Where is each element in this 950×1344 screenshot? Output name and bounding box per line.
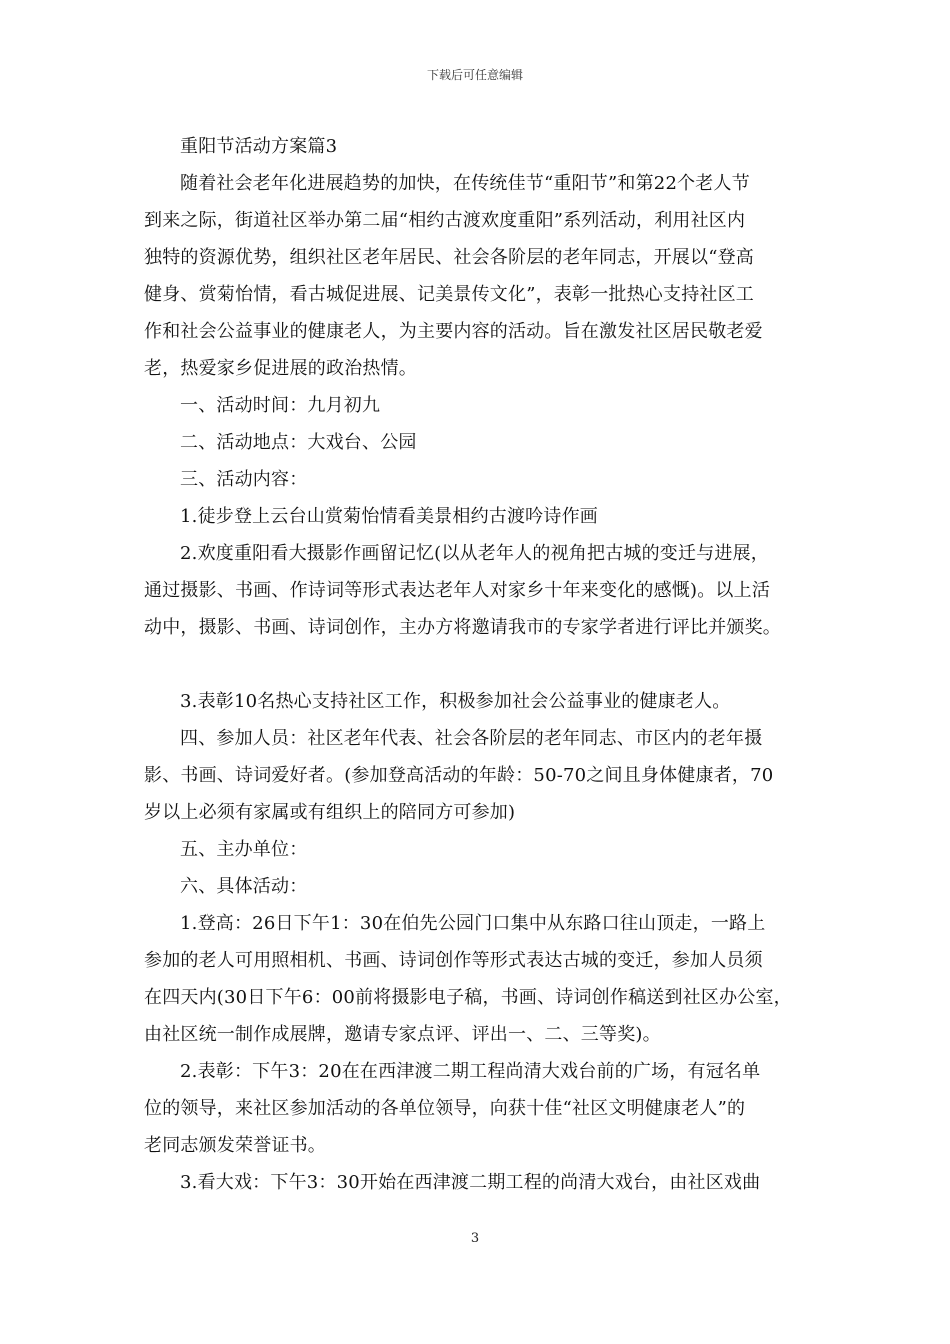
activity-content-heading: 三、活动内容： [180, 469, 308, 490]
paragraph-line: 通过摄影、书画、作诗词等形式表达老年人对家乡十年来变化的感慨)。以上活 [144, 580, 771, 601]
page-header: 下载后可任意编辑 [426, 68, 523, 82]
document-body [144, 128, 814, 1201]
paragraph-line: 位的领导，来社区参加活动的各单位领导，向获十佳“社区文明健康老人”的 [144, 1098, 746, 1119]
specific-activities-heading: 六、具体活动： [180, 876, 308, 897]
activity-item-1: 1.登高：26日下午1：30在伯先公园门口集中从东路口往山顶走，一路上 [180, 913, 766, 934]
content-item-2: 2.欢度重阳看大摄影作画留记忆(以从老年人的视角把古城的变迁与进展， [180, 543, 769, 564]
participants: 四、参加人员：社区老年代表、社会各阶层的老年同志、市区内的老年摄 [180, 728, 763, 749]
section-title: 重阳节活动方案篇3 [180, 136, 338, 157]
activity-item-2: 2.表彰：下午3：20在在西津渡二期工程尚清大戏台前的广场，有冠名单 [180, 1061, 761, 1082]
page-number: 3 [470, 1231, 480, 1246]
paragraph-line: 到来之际，街道社区举办第二届“相约古渡欢度重阳”系列活动，利用社区内 [144, 210, 746, 231]
paragraph-line: 影、书画、诗词爱好者。(参加登高活动的年龄：50-70之间且身体健康者，70 [144, 765, 774, 786]
paragraph-line: 健身、赏菊怡情，看古城促进展、记美景传文化”，表彰一批热心支持社区工 [144, 284, 754, 305]
content-item-1: 1.徒步登上云台山赏菊怡情看美景相约古渡吟诗作画 [180, 506, 598, 527]
paragraph-line: 在四天内(30日下午6：00前将摄影电子稿，书画、诗词创作稿送到社区办公室， [144, 987, 792, 1008]
organizer-heading: 五、主办单位： [180, 839, 308, 860]
paragraph-line: 随着社会老年化进展趋势的加快，在传统佳节“重阳节”和第22个老人节 [180, 173, 750, 194]
paragraph-line: 老同志颁发荣誉证书。 [144, 1135, 326, 1156]
paragraph-gap [144, 646, 814, 683]
paragraph-line: 老，热爱家乡促进展的政治热情。 [144, 358, 417, 379]
paragraph-line: 动中，摄影、书画、诗词创作，主办方将邀请我市的专家学者进行评比并颁奖。 [144, 617, 781, 638]
paragraph-line: 独特的资源优势，组织社区老年居民、社会各阶层的老年同志，开展以“登高 [144, 247, 754, 268]
activity-location: 二、活动地点：大戏台、公园 [180, 432, 417, 453]
paragraph-line: 岁以上必须有家属或有组织上的陪同方可参加) [144, 802, 516, 823]
paragraph-line: 由社区统一制作成展牌，邀请专家点评、评出一、二、三等奖)。 [144, 1024, 661, 1045]
activity-time: 一、活动时间：九月初九 [180, 395, 381, 416]
paragraph-line: 作和社会公益事业的健康老人，为主要内容的活动。旨在激发社区居民敬老爱 [144, 321, 763, 342]
content-item-3: 3.表彰10名热心支持社区工作，积极参加社会公益事业的健康老人。 [180, 691, 731, 712]
activity-item-3: 3.看大戏：下午3：30开始在西津渡二期工程的尚清大戏台，由社区戏曲 [180, 1172, 761, 1193]
paragraph-line: 参加的老人可用照相机、书画、诗词创作等形式表达古城的变迁，参加人员须 [144, 950, 763, 971]
